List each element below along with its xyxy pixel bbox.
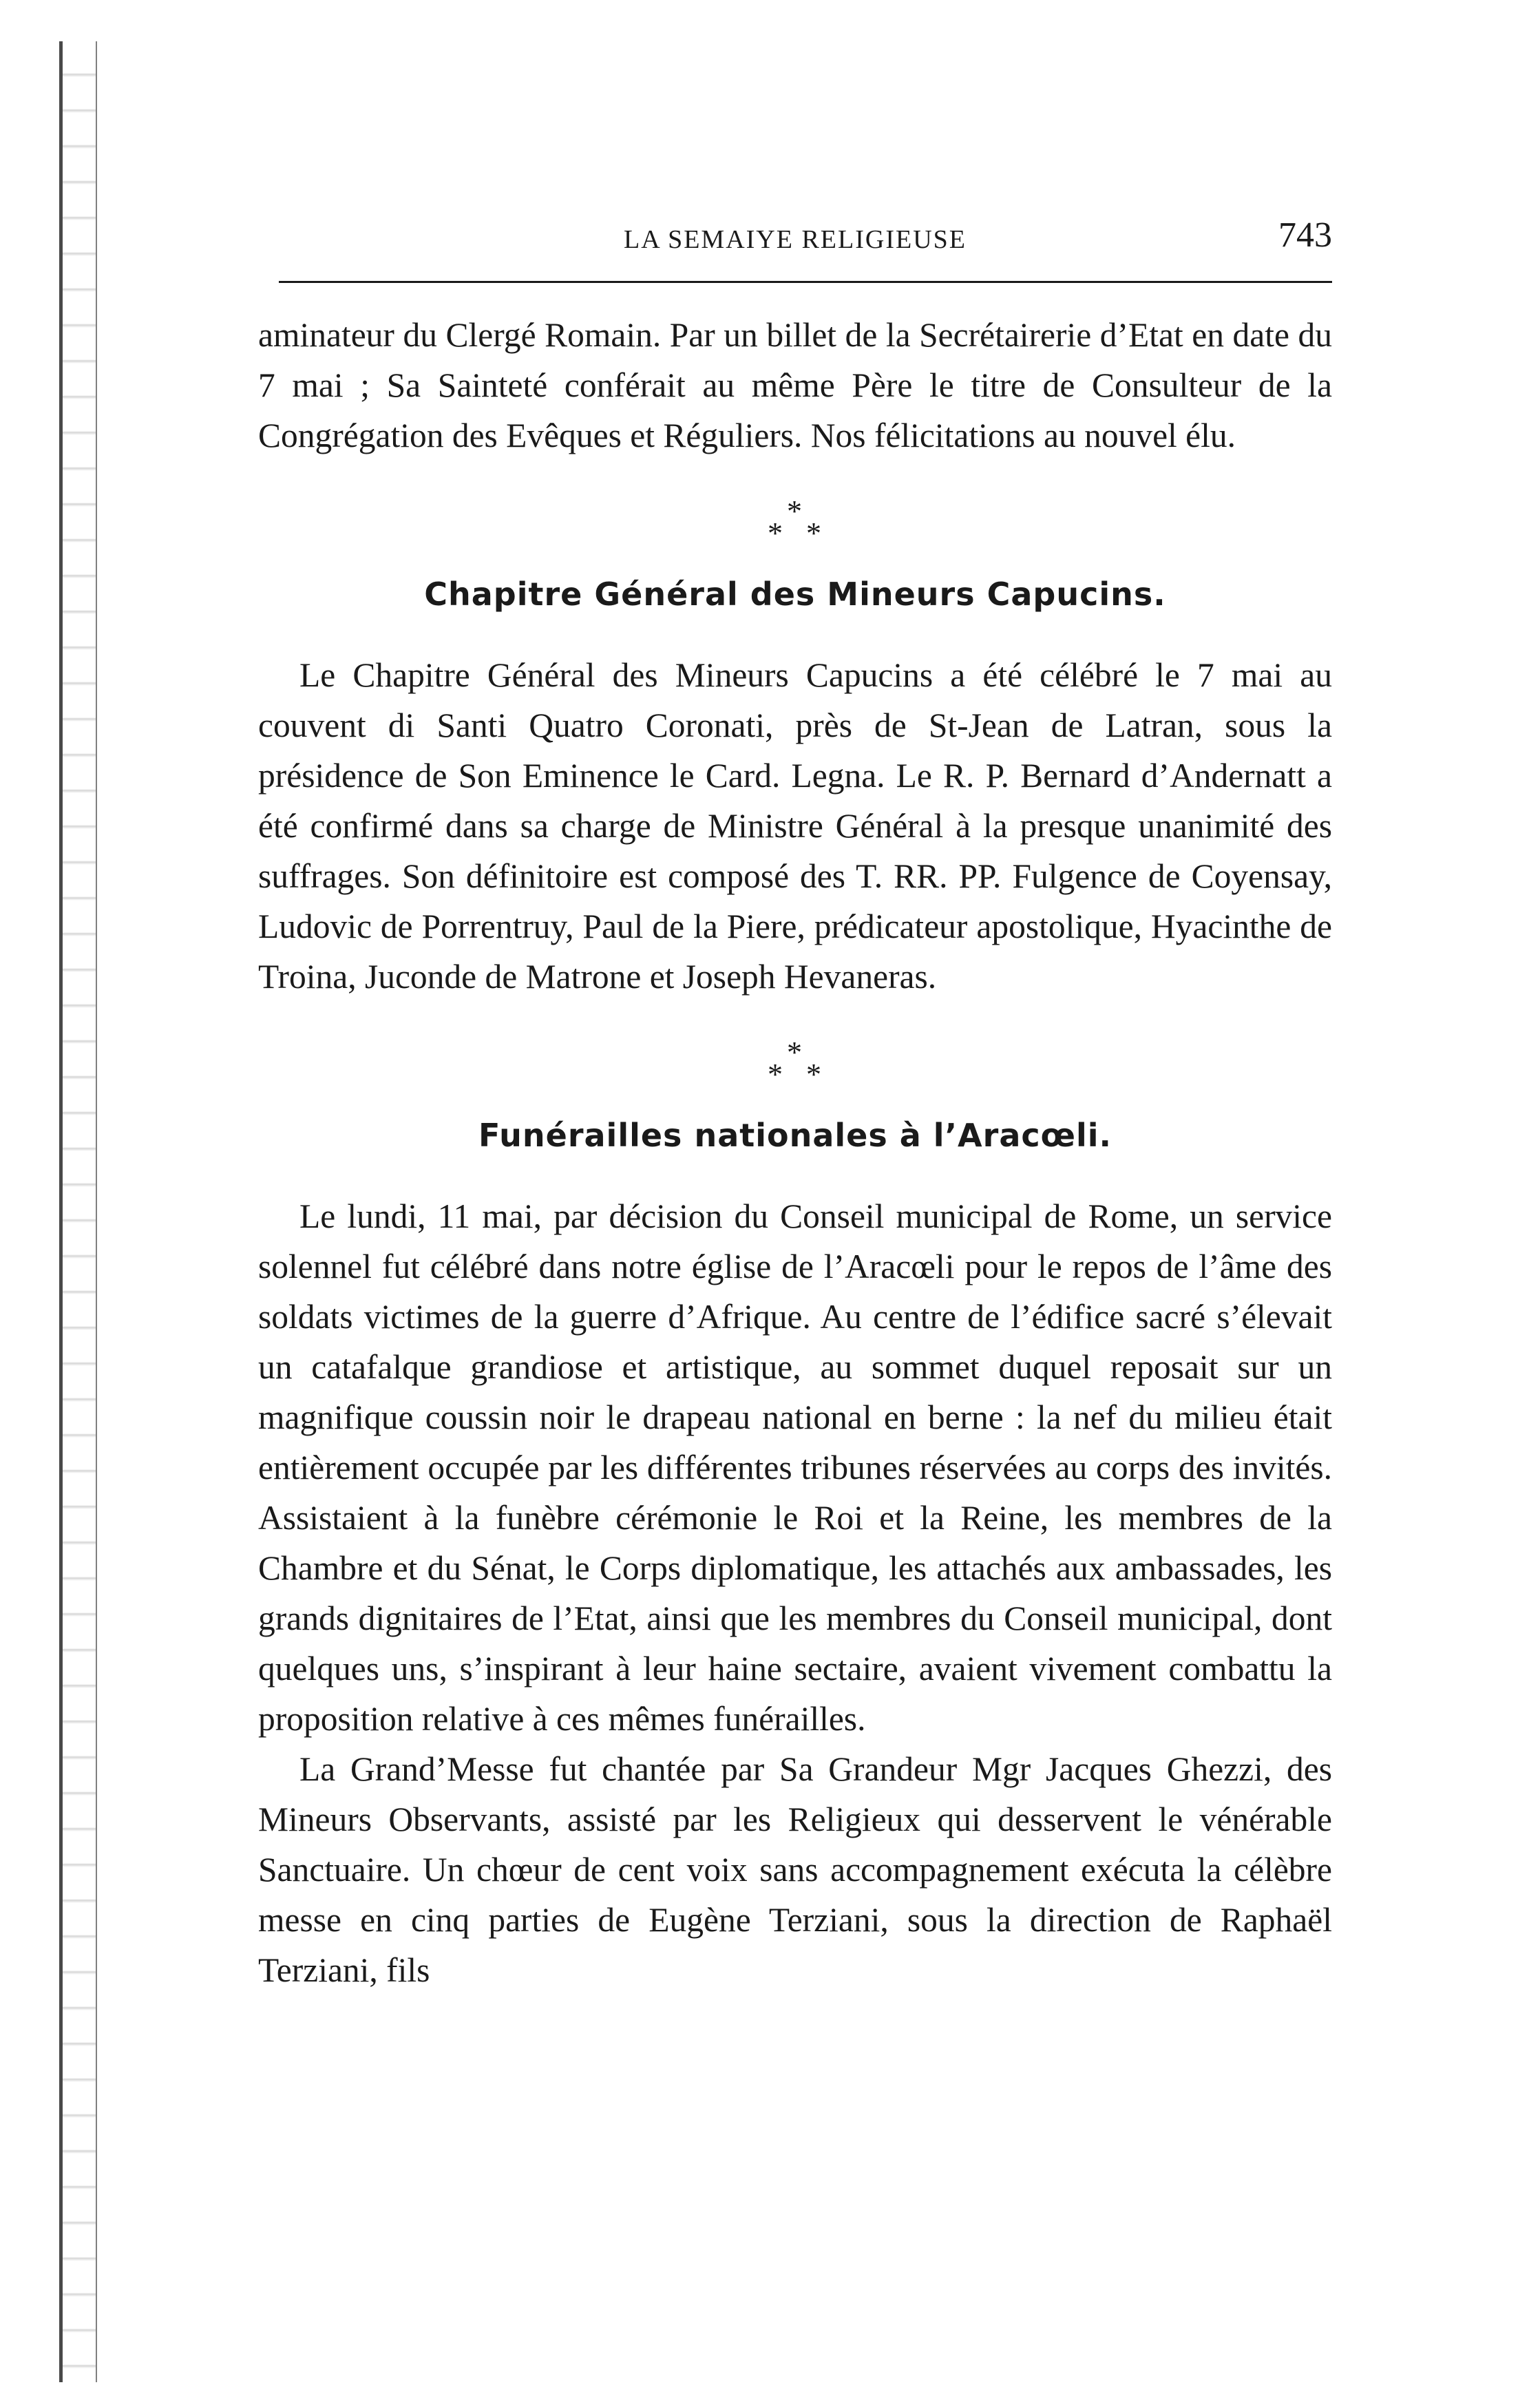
paragraph-grand-messe: La Grand’Messe fut chantée par Sa Grandeur Mgr Jacques Ghezzi, des Mineurs Observants, assisté par les Religieux qui desservent le vénérable Sanctuaire. Un chœur de cent voix sans accompagnement exécuta la célèbre messe en cinq parties de Eugène Terziani, sous la direction de Raphaël Terziani, fils bbox=[258, 1750, 1332, 1989]
asterisk-glyph: * bbox=[768, 1058, 783, 1091]
paragraph-continuation: aminateur du Clergé Romain. Par un billet de la Secrétairerie d’Etat en date du 7 mai ; Sa Sainteté conférait au même Père le titre de Consulteur de la Congrégation des Evêques et Réguliers. Nos félicitations au nouvel élu. bbox=[258, 316, 1332, 454]
page-number: 743 bbox=[1278, 216, 1332, 255]
asterisk-glyph: * bbox=[768, 516, 783, 550]
running-title: LA SEMAIYE RELIGIEUSE bbox=[624, 225, 967, 254]
paragraph-funerailles: Le lundi, 11 mai, par décision du Conseil municipal de Rome, un service solennel fut célébré dans notre église de l’Aracœli pour le repos de l’âme des soldats victimes de la guerre d’Afrique. Au centre de l’édifice sacré s’élevait un catafalque grandiose et artistique, au sommet duquel reposait sur un magnifique coussin noir le drapeau national en berne : la nef du milieu était entièrement occupée par les différentes tribunes réservées au corps des invités. Assistaient à la funèbre cérémonie le Roi et la Reine, les membres de la Chambre et du Sénat, le Corps diplomatique, les attachés aux ambassades, les grands dignitaires de l’Etat, ainsi que les membres du Conseil municipal, dont quelques uns, s’inspirant à leur haine sectaire, avaient vivement combattu la proposition relative à ces mêmes funérailles. bbox=[258, 1197, 1332, 1738]
asterisk-glyph: * bbox=[806, 1058, 821, 1091]
asterism-ornament-2 bbox=[258, 1032, 1332, 1101]
asterisk-glyph: * bbox=[806, 516, 821, 550]
asterisk-glyph: * bbox=[787, 1036, 802, 1069]
asterisk-glyph: * bbox=[787, 494, 802, 528]
body-text bbox=[258, 310, 1332, 1995]
asterism-ornament-1 bbox=[258, 491, 1332, 560]
document-page bbox=[258, 200, 1332, 1995]
running-header bbox=[258, 200, 1332, 269]
header-rule bbox=[279, 281, 1332, 283]
section-heading-funerailles: Funérailles nationales à l’Aracœli. bbox=[478, 1117, 1112, 1154]
paragraph-chapitre-general: Le Chapitre Général des Mineurs Capucins a été célébré le 7 mai au couvent di Santi Quatro Coronati, près de St-Jean de Latran, sous la présidence de Son Eminence le Card. Legna. Le R. P. Bernard d’Andernatt a été confirmé dans sa charge de Ministre Général à la presque unanimité des suffrages. Son définitoire est composé des T. RR. PP. Fulgence de Coyensay, Ludovic de Porrentruy, Paul de la Piere, prédicateur apostolique, Hyacinthe de Troina, Juconde de Matrone et Joseph Hevaneras. bbox=[258, 656, 1332, 996]
scanned-binding-edge bbox=[59, 41, 97, 2382]
section-heading-capucins: Chapitre Général des Mineurs Capucins. bbox=[424, 576, 1166, 613]
